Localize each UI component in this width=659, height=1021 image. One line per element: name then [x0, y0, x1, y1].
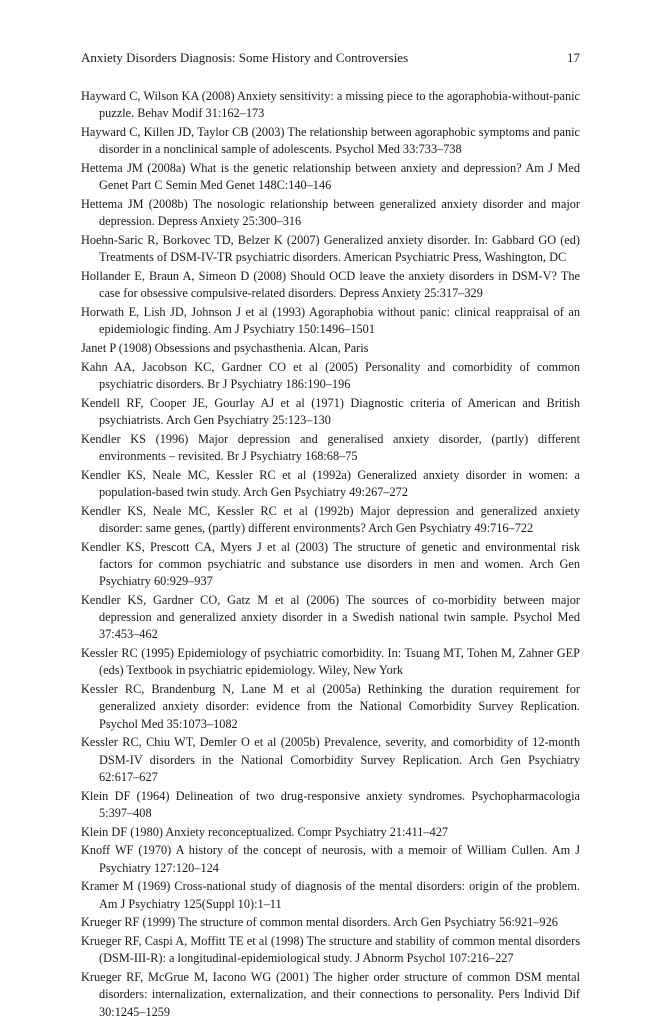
reference-entry: Kendler KS, Neale MC, Kessler RC et al (1992b) Major depression and generalized anxiety disorder: same genes, (partly) different environments? Arch Gen Psychiatry 49:716–722 [81, 503, 580, 535]
reference-entry: Kessler RC, Brandenburg N, Lane M et al (2005a) Rethinking the duration requirement for generalized anxiety disorder: evidence from the National Comorbidity Survey Replication. Psychol Med 35:1073–1082 [81, 682, 580, 731]
reference-entry: Hayward C, Wilson KA (2008) Anxiety sensitivity: a missing piece to the agoraphobia-without-panic puzzle. Behav Modif 31:162–173 [81, 89, 580, 121]
page-number: 17 [567, 50, 580, 65]
reference-entry: Klein DF (1964) Delineation of two drug-responsive anxiety syndromes. Psychopharmacologia 5:397–408 [81, 788, 580, 820]
reference-entry: Kessler RC, Chiu WT, Demler O et al (2005b) Prevalence, severity, and comorbidity of 12-month DSM-IV disorders in the National Comorbidity Survey Replication. Arch Gen Psychiatry 62:617–627 [81, 735, 580, 784]
reference-entry: Hollander E, Braun A, Simeon D (2008) Should OCD leave the anxiety disorders in DSM-V? The case for obsessive compulsive-related disorders. Depress Anxiety 25:317–329 [81, 268, 580, 301]
reference-entry: Krueger RF, McGrue M, Iacono WG (2001) The higher order structure of common DSM mental disorders: internalization, externalization, and their connections to personality. Pers Individ Dif 30:1245–1259 [81, 969, 580, 1019]
reference-entry: Janet P (1908) Obsessions and psychasthenia. Alcan, Paris [81, 340, 369, 355]
reference-entry: Knoff WF (1970) A history of the concept of neurosis, with a memoir of William Cullen. Am J Psychiatry 127:120–124 [81, 843, 580, 875]
reference-entry: Kramer M (1969) Cross-national study of diagnosis of the mental disorders: origin of the problem. Am J Psychiatry 125(Suppl 10):1–11 [81, 879, 580, 911]
reference-entry: Kessler RC (1995) Epidemiology of psychiatric comorbidity. In: Tsuang MT, Tohen M, Zahner GEP (eds) Textbook in psychiatric epidemiology. Wiley, New York [81, 646, 580, 678]
reference-entry: Hettema JM (2008a) What is the genetic relationship between anxiety and depression? Am J Med Genet Part C Semin Med Genet 148C:140–146 [81, 160, 580, 193]
reference-entry: Klein DF (1980) Anxiety reconceptualized. Compr Psychiatry 21:411–427 [81, 824, 449, 839]
reference-entry: Hayward C, Killen JD, Taylor CB (2003) The relationship between agoraphobic symptoms and panic disorder in a nonclinical sample of adolescents. Psychol Med 33:733–738 [81, 124, 580, 157]
reference-entry: Kendler KS, Gardner CO, Gatz M et al (2006) The sources of co-morbidity between major depression and generalized anxiety disorder in a Swedish national twin sample. Psychol Med 37:453–462 [81, 592, 580, 642]
reference-entry: Kendler KS, Neale MC, Kessler RC et al (1992a) Generalized anxiety disorder in women: a population-based twin study. Arch Gen Psychiatry 49:267–272 [81, 467, 580, 499]
reference-entry: Kahn AA, Jacobson KC, Gardner CO et al (2005) Personality and comorbidity of common psychiatric disorders. Br J Psychiatry 186:190–196 [81, 359, 580, 391]
reference-entry: Kendell RF, Cooper JE, Gourlay AJ et al (1971) Diagnostic criteria of American and British psychiatrists. Arch Gen Psychiatry 25:123–130 [81, 395, 580, 427]
reference-entry: Kendler KS, Prescott CA, Myers J et al (2003) The structure of genetic and environmental risk factors for common psychiatric and substance use disorders in men and women. Arch Gen Psychiatry 60:929–937 [81, 539, 580, 589]
reference-entry: Kendler KS (1996) Major depression and generalised anxiety disorder, (partly) different environments – revisited. Br J Psychiatry 168:68–75 [81, 431, 580, 463]
reference-list [81, 88, 580, 1021]
reference-entry: Horwath E, Lish JD, Johnson J et al (1993) Agoraphobia without panic: clinical reappraisal of an epidemiologic finding. Am J Psychiatry 150:1496–1501 [81, 304, 580, 337]
reference-entry: Hettema JM (2008b) The nosologic relationship between generalized anxiety disorder and major depression. Depress Anxiety 25:300–316 [81, 196, 580, 229]
reference-entry: Krueger RF (1999) The structure of common mental disorders. Arch Gen Psychiatry 56:921–926 [81, 915, 558, 930]
reference-entry: Krueger RF, Caspi A, Moffitt TE et al (1998) The structure and stability of common mental disorders (DSM-III-R): a longitudinal-epidemiological study. J Abnorm Psychol 107:216–227 [81, 933, 580, 966]
running-head [81, 50, 580, 66]
reference-entry: Hoehn-Saric R, Borkovec TD, Belzer K (2007) Generalized anxiety disorder. In: Gabbard GO (ed) Treatments of DSM-IV-TR psychiatric disorders. American Psychiatric Press, Washington, DC [81, 232, 580, 265]
running-head-title: Anxiety Disorders Diagnosis: Some History and Controversies [81, 50, 409, 65]
